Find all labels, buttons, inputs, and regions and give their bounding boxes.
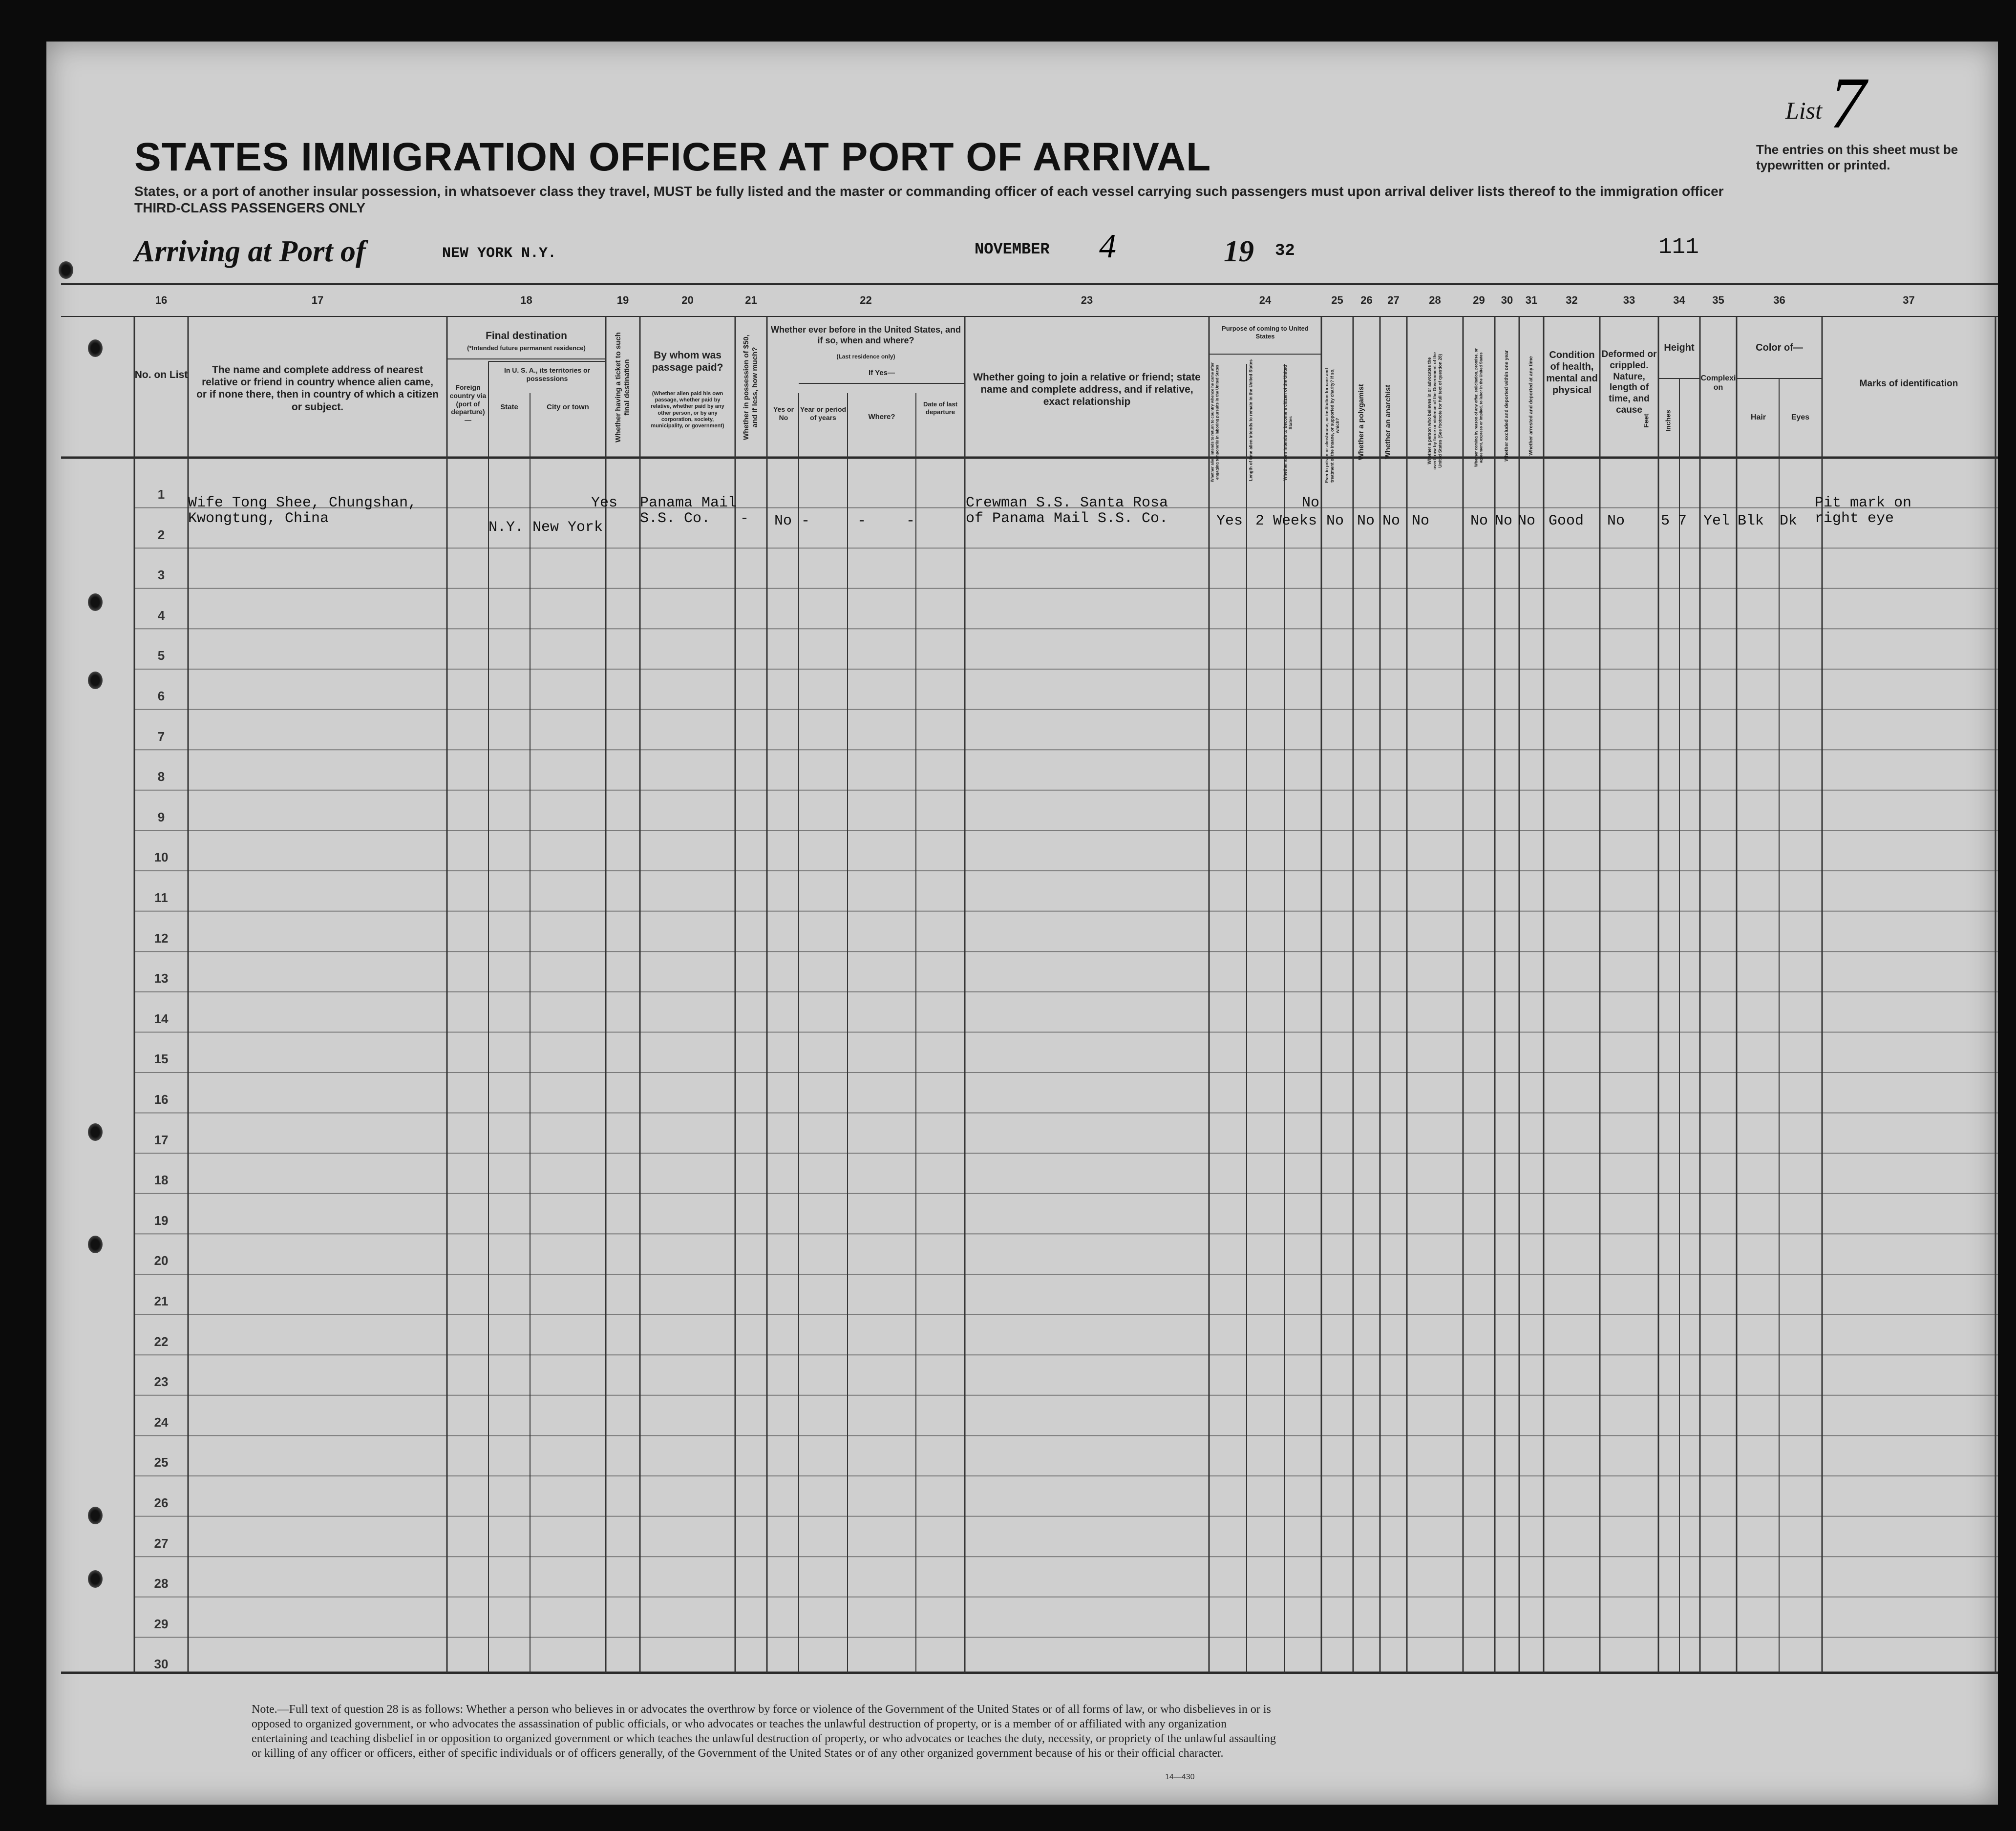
header-length-of-stay: Length of time alien intends to remain in the United States bbox=[1248, 359, 1253, 481]
row-number: 26 bbox=[154, 1495, 169, 1510]
entries-note: The entries on this sheet must be typewritten or printed. bbox=[1756, 142, 1958, 172]
marks-line-2: right eye bbox=[1815, 510, 1894, 527]
page-title: STATES IMMIGRATION OFFICER AT PORT OF ARRIVAL bbox=[134, 135, 1211, 179]
header-purpose: Purpose of coming to United States bbox=[1222, 325, 1309, 340]
header-overthrow: Whether a person who believes in or advocates the overthrow by force or violence of the Government of the United States (See footnote for full text of question 28) bbox=[1426, 352, 1443, 470]
header-final-destination: Final destination bbox=[486, 330, 567, 341]
header-labor-offer: Whether coming by reason of any offer, solicitation, promise, or agreement, express or implied, to labor in the United States bbox=[1474, 348, 1483, 467]
col-num-24: 24 bbox=[1259, 294, 1272, 306]
row-number: 13 bbox=[154, 971, 169, 986]
month-value: NOVEMBER bbox=[975, 240, 1050, 258]
header-inches: Inches bbox=[1664, 410, 1672, 432]
year-value: 32 bbox=[1275, 242, 1295, 260]
header-citizen-intent: Whether alien intends to become a citizen of the United States bbox=[1283, 365, 1293, 481]
col-num-26: 26 bbox=[1360, 294, 1373, 306]
row-number: 22 bbox=[154, 1334, 169, 1349]
manifest-sheet bbox=[46, 42, 1998, 1805]
anarchist-value: No bbox=[1382, 513, 1401, 529]
col-num-35: 35 bbox=[1712, 294, 1724, 306]
excluded-value: No bbox=[1495, 513, 1513, 529]
row-number: 17 bbox=[154, 1132, 169, 1147]
row-number: 9 bbox=[157, 809, 165, 824]
row-number: 4 bbox=[157, 608, 165, 623]
col-num-21: 21 bbox=[745, 294, 757, 306]
row-number: 21 bbox=[154, 1294, 169, 1308]
money-value: - bbox=[740, 510, 749, 527]
header-prison: Ever in prison or almshouse, or institution for care and treatment of the insane, or supported by charity? If so, which? bbox=[1324, 368, 1340, 483]
row-number: 23 bbox=[154, 1374, 169, 1389]
col-num-27: 27 bbox=[1387, 294, 1400, 306]
row-number: 3 bbox=[157, 568, 165, 583]
row-number: 27 bbox=[154, 1536, 169, 1551]
header-ticket: Whether having a ticket to such final destination bbox=[614, 332, 631, 442]
header-going-to-join: Whether going to join a relative or friend; state name and complete address, and if relative, exact relationship bbox=[973, 372, 1201, 408]
header-if-yes: If Yes— bbox=[869, 369, 895, 377]
header-health: Condition of health, mental and physical bbox=[1546, 350, 1598, 396]
row-number: 14 bbox=[154, 1011, 169, 1026]
header-hair: Hair bbox=[1750, 413, 1766, 421]
feet-value: 5 bbox=[1661, 513, 1670, 529]
length-value: 2 Weeks bbox=[1255, 513, 1317, 529]
labor-offer-value: No bbox=[1470, 513, 1488, 529]
relative-line-1: Wife Tong Shee, Chungshan, bbox=[188, 495, 417, 511]
day-value: 4 bbox=[1099, 228, 1116, 265]
overthrow-value: No bbox=[1412, 513, 1430, 529]
before-date-value: - bbox=[906, 513, 915, 529]
paid-line-2: S.S. Co. bbox=[640, 510, 711, 527]
row-number: 24 bbox=[154, 1414, 169, 1430]
header-passage-paid-sub: (Whether alien paid his own passage, whether paid by relative, whether paid by any other person, or by any corporation, society, municipality, or government) bbox=[651, 391, 724, 429]
row-number: 18 bbox=[154, 1173, 169, 1188]
header-arrested: Whether arrested and deported at any time bbox=[1528, 356, 1534, 456]
header-before-in-us-sub: (Last residence only) bbox=[836, 353, 895, 360]
header-yes-or-no: Yes or No bbox=[773, 405, 794, 421]
header-polygamist: Whether a polygamist bbox=[1357, 384, 1365, 460]
col-num-22: 22 bbox=[860, 294, 872, 306]
col-num-29: 29 bbox=[1473, 294, 1485, 306]
header-complexion: Complexion bbox=[1700, 374, 1736, 392]
col-num-36: 36 bbox=[1773, 294, 1785, 306]
before-where-value: - bbox=[857, 513, 867, 529]
col-num-37: 37 bbox=[1903, 294, 1915, 306]
row-number: 16 bbox=[154, 1092, 169, 1107]
header-deformed: Deformed or crippled. Nature, length of time, and cause bbox=[1601, 349, 1657, 415]
row-number: 29 bbox=[154, 1616, 169, 1631]
sheet-number: 111 bbox=[1658, 234, 1699, 260]
arrested-value: No bbox=[1518, 513, 1536, 529]
col-num-25: 25 bbox=[1331, 294, 1343, 306]
header-eyes: Eyes bbox=[1791, 413, 1810, 421]
relative-line-2: Kwongtung, China bbox=[188, 510, 329, 527]
year-prefix: 19 bbox=[1224, 235, 1254, 268]
col-num-33: 33 bbox=[1623, 294, 1635, 306]
header-before-in-us: Whether ever before in the United States, and if so, when and where? bbox=[770, 325, 961, 345]
hair-value: Blk bbox=[1738, 513, 1764, 529]
before-year-value: - bbox=[801, 513, 810, 529]
header-height: Height bbox=[1664, 342, 1695, 353]
prison-value: No bbox=[1326, 513, 1344, 529]
list-number: 7 bbox=[1829, 63, 1866, 144]
header-fifty-dollars: Whether in possession of $50, and if less, how much? bbox=[742, 335, 759, 440]
col-num-20: 20 bbox=[681, 294, 694, 306]
join-line-2: of Panama Mail S.S. Co. bbox=[966, 510, 1168, 527]
header-relative: The name and complete address of nearest relative or friend in country whence alien came, or if none there, then in country of which a citizen or subject. bbox=[196, 364, 439, 413]
row-number: 2 bbox=[157, 527, 165, 542]
header-in-usa: In U. S. A., its territories or possessions bbox=[504, 366, 591, 382]
header-marks: Marks of identification bbox=[1859, 379, 1958, 389]
row-number: 7 bbox=[157, 729, 165, 744]
col-num-32: 32 bbox=[1566, 294, 1578, 306]
eyes-value: Dk bbox=[1780, 513, 1798, 529]
row-number: 28 bbox=[154, 1576, 169, 1591]
col-num-30: 30 bbox=[1501, 294, 1513, 306]
polygamist-value: No bbox=[1357, 513, 1375, 529]
col-num-28: 28 bbox=[1429, 294, 1441, 306]
row-number: 10 bbox=[154, 850, 169, 865]
complexion-value: Yel bbox=[1703, 513, 1730, 529]
col-num-17: 17 bbox=[311, 294, 324, 306]
header-state: State bbox=[500, 403, 518, 411]
header-final-destination-sub: (*Intended future permanent residence) bbox=[467, 344, 586, 352]
city-value: New York bbox=[532, 519, 603, 536]
header-where: Where? bbox=[868, 413, 895, 421]
footnote: Note.—Full text of question 28 is as follows: Whether a person who believes in or advocates the overthrow by force or violence of the Government of the United States or of all forms of law, or who disbelieves in or is opposed to organized government, or who advocates the assassination of public officials, or who advocates or teaches the unlawful destruction of property, or is a member of or affiliated with any organization entertaining and teaching disbelief in or opposition to organized government or which teaches the unlawful destruction of property, or who advocates or teaches the duty, necessity, or propriety of the unlawful assaulting or killing of any officer or officers, either of specific individuals or of officers generally, of the Government of the United States or of any other organized government because of his or their official character. bbox=[252, 1703, 1276, 1760]
citizen-value: No bbox=[1302, 495, 1320, 511]
header-return-intent: Whether alien intends to return to country whence he came after engaging temporarily in laboring pursuits in the United States bbox=[1210, 362, 1219, 483]
row-number: 25 bbox=[154, 1455, 169, 1470]
marks-line-1: Pit mark on bbox=[1815, 495, 1912, 511]
row-number: 15 bbox=[154, 1052, 169, 1067]
header-date-departure: Date of last departure bbox=[923, 400, 958, 416]
col-num-23: 23 bbox=[1081, 294, 1093, 306]
row-number: 8 bbox=[157, 769, 165, 784]
paid-line-1: Panama Mail bbox=[640, 495, 737, 511]
health-value: Good bbox=[1549, 513, 1584, 529]
join-line-1: Crewman S.S. Santa Rosa bbox=[966, 495, 1168, 511]
col-num-19: 19 bbox=[616, 294, 629, 306]
header-city: City or town bbox=[547, 403, 589, 411]
form-number: 14—430 bbox=[1165, 1773, 1195, 1781]
ticket-value: Yes bbox=[591, 495, 618, 511]
row-number: 12 bbox=[154, 930, 169, 946]
port-value: NEW YORK N.Y. bbox=[442, 245, 557, 262]
header-year-period: Year or period of years bbox=[800, 405, 847, 421]
subtitle-line-1: States, or a port of another insular possession, in whatsoever class they travel, MUST be fully listed and the master or commanding officer of each vessel carrying such passengers must upon arrival deliver lists thereof to the immigration officer bbox=[134, 184, 1724, 199]
return-value: Yes bbox=[1216, 513, 1243, 529]
before-yesno-value: No bbox=[774, 513, 792, 529]
col-num-16: 16 bbox=[155, 294, 168, 306]
header-color-of: Color of— bbox=[1756, 342, 1803, 353]
col-num-18: 18 bbox=[520, 294, 532, 306]
col-num-31: 31 bbox=[1525, 294, 1538, 306]
row-number: 1 bbox=[157, 487, 165, 502]
row-number: 19 bbox=[154, 1213, 169, 1228]
row-number: 20 bbox=[154, 1253, 169, 1268]
header-feet: Feet bbox=[1642, 414, 1650, 428]
row-number: 5 bbox=[157, 648, 165, 663]
state-value: N.Y. bbox=[488, 519, 524, 536]
row-number: 11 bbox=[154, 890, 168, 905]
list-label: List bbox=[1785, 97, 1822, 124]
col-num-34: 34 bbox=[1673, 294, 1685, 306]
inches-value: 7 bbox=[1678, 513, 1687, 529]
row-number: 6 bbox=[157, 689, 165, 703]
header-passage-paid: By whom was passage paid? bbox=[652, 350, 723, 374]
subtitle-line-2: THIRD-CLASS PASSENGERS ONLY bbox=[134, 200, 365, 215]
row-number: 30 bbox=[154, 1657, 169, 1672]
header-anarchist: Whether an anarchist bbox=[1384, 384, 1392, 460]
arriving-label: Arriving at Port of bbox=[134, 235, 366, 268]
deformed-value: No bbox=[1607, 513, 1625, 529]
header-excluded: Whether excluded and deported within one year bbox=[1504, 350, 1509, 462]
header-no-on-list: No. on List bbox=[134, 369, 188, 380]
header-foreign-country: Foreign country via (port of departure)— bbox=[449, 383, 487, 424]
